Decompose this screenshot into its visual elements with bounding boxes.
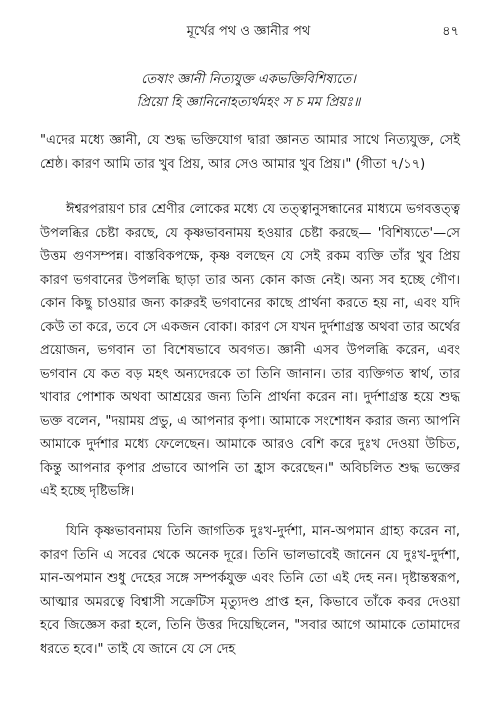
translation-paragraph: "এদের মধ্যে জ্ঞানী, যে শুদ্ধ ভক্তিযোগ দ্বারা জ্ঞানত আমার সাথে নিত্যযুক্ত, সেই শ্রেষ্ঠ। কারণ আমি তার খুব প্রিয়, আর সেও আমার খুব প্রিয়।" (গীতা ৭/১৭) bbox=[40, 133, 460, 172]
running-head bbox=[0, 22, 497, 44]
verse-line-2: প্রিয়ো হি জ্ঞানিনোহত্যর্থমহং স চ মম প্রিয়ঃ॥ bbox=[136, 95, 361, 110]
purport-paragraph-2: যিনি কৃষ্ণভাবনাময় তিনি জাগতিক দুঃখ-দুর্দশা, মান-অপমান গ্রাহ্য করেন না, কারণ তিনি এ সবের থেকে অনেক দূরে। তিনি ভালভাবেই জানেন যে দুঃখ-দুর্দশা, মান-অপমান শুধু দেহের সঙ্গে সম্পর্কযুক্ত এবং তিনি তো এই দেহ নন। দৃষ্টান্তস্বরূপ, আত্মার অমরত্বে বিশ্বাসী সক্রেটিস মৃত্যুদণ্ড প্রাপ্ত হন, কিভাবে তাঁকে কবর দেওয়া হবে জিজ্ঞেস করা হলে, তিনি উত্তর দিয়েছিলেন, "সবার আগে আমাকে তোমাদের ধরতে হবে।" তাই যে জানে যে সে দেহ bbox=[40, 524, 460, 657]
verse-line-1: তেষাং জ্ঞানী নিত্যযুক্ত একভক্তিবিশিষ্যতে। bbox=[141, 72, 356, 87]
running-title: মূর্খের পথ ও জ্ঞানীর পথ bbox=[186, 24, 311, 39]
purport-paragraph-1: ঈশ্বরপরায়ণ চার শ্রেণীর লোকের মধ্যে যে তত্ত্বানুসন্ধানের মাধ্যমে ভগবত্তত্ত্ব উপলব্ধির চেষ্টা করছে, যে কৃষ্ণভাবনাময় হওয়ার চেষ্টা করছে— 'বিশিষ্যতে'—সে উত্তম গুণসম্পন্ন। বাস্তবিকপক্ষে, কৃষ্ণ বলছেন যে সেই রকম ব্যক্তি তাঁর খুব প্রিয় কারণ ভগবানের উপলব্ধি ছাড়া তার অন্য কোন কাজ নেই। অন্য সব হচ্ছে গৌণ। কোন কিছু চাওয়ার জন্য কারুরই ভগবানের কাছে প্রার্থনা করতে হয় না, এবং যদি কেউ তা করে, তবে সে একজন বোকা। কারণ সে যখন দুর্দশাগ্রস্ত অথবা তার অর্থের প্রয়োজন, ভগবান তা বিশেষভাবে অবগত। জ্ঞানী এসব উপলব্ধি করেন, এবং ভগবান যে কত বড় মহৎ অন্যদেরকে তা তিনি জানান। তার ব্যক্তিগত স্বার্থ, তার খাবার পোশাক অথবা আশ্রয়ের জন্য তিনি প্রার্থনা করেন না। দুর্দশাগ্রস্ত হয়ে শুদ্ধ ভক্ত বলেন, "দয়াময় প্রভু, এ আপনার কৃপা। আমাকে সংশোধন করার জন্য আপনি আমাকে দুর্দশার মধ্যে ফেলেছেন। আমাকে আরও বেশি করে দুঃখ দেওয়া উচিত, কিন্তু আপনার কৃপার প্রভাবে আপনি তা হ্রাস করেছেন।" অবিচলিত শুদ্ধ ভক্তের এই হচ্ছে দৃষ্টিভঙ্গি। bbox=[40, 202, 460, 499]
page-number: ৪৭ bbox=[442, 24, 459, 39]
